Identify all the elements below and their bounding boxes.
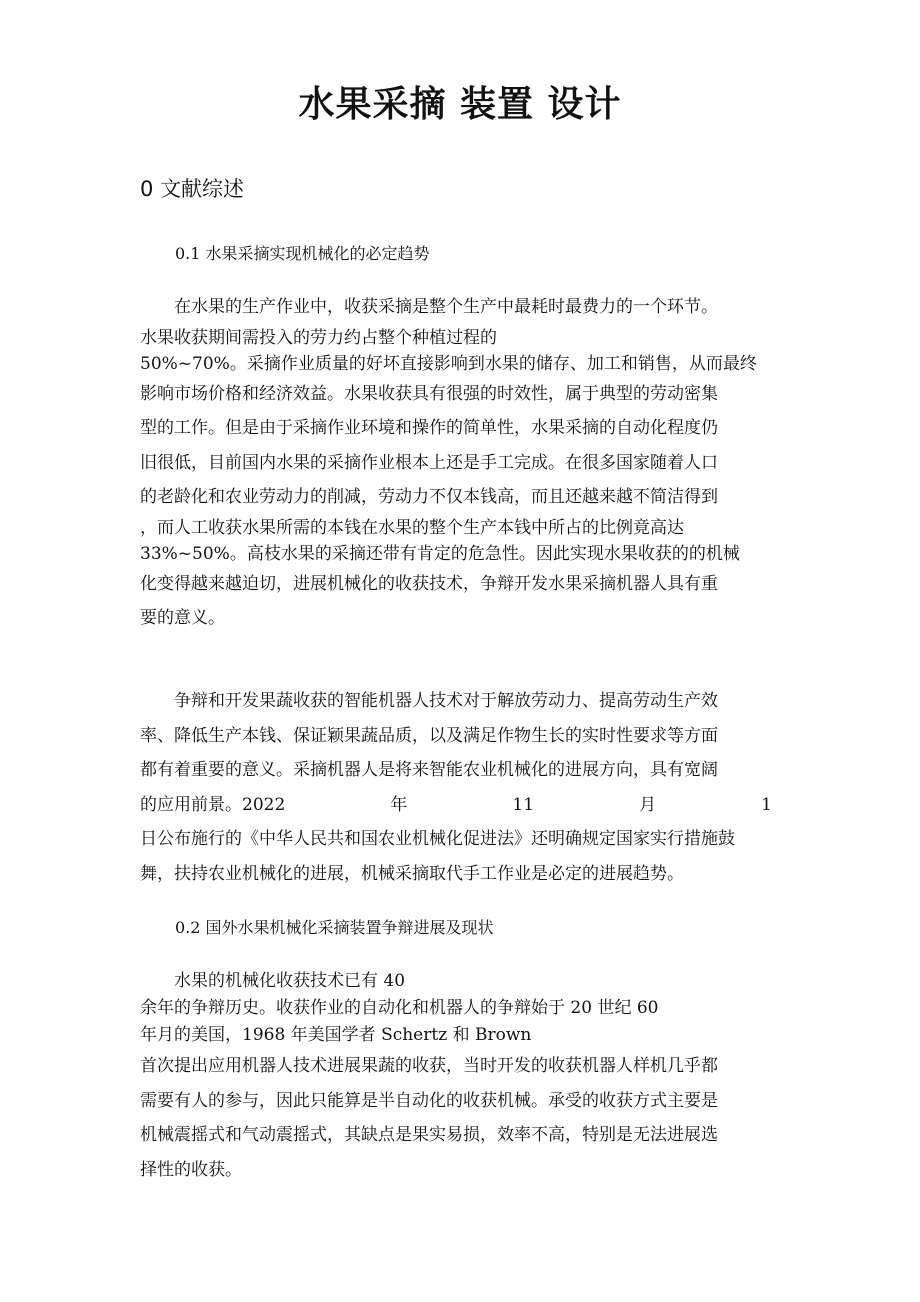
- text-line: 旧很低，目前国内水果的采摘作业根本上还是手工完成。在很多国家随着人口: [140, 452, 718, 473]
- text-line: 首次提出应用机器人技术进展果蔬的收获，当时开发的收获机器人样机几乎都: [140, 1056, 718, 1076]
- text-segment: 11: [512, 794, 535, 815]
- text-line: 要的意义。: [140, 608, 225, 628]
- text-line: 需要有人的参与，因此只能算是半自动化的收获机械。承受的收获方式主要是: [140, 1090, 718, 1111]
- text-line: 化变得越来越迫切，进展机械化的收获技术，争辩开发水果采摘机器人具有重: [140, 573, 718, 594]
- subsection-heading-0-1: 0.1 水果采摘实现机械化的必定趋势: [175, 244, 430, 263]
- text-line: 日公布施行的《中华人民共和国农业机械化促进法》还明确规定国家实行措施鼓: [140, 829, 735, 849]
- text-line: 余年的争辩历史。收获作业的自动化和机器人的争辩始于 20 世纪 60: [140, 998, 659, 1018]
- text-line: 舞，扶持农业机械化的进展，机械采摘取代手工作业是必定的进展趋势。: [140, 863, 684, 884]
- paragraph-0-2: [140, 968, 772, 1187]
- text-line: 机械震摇式和气动震摇式，其缺点是果实易损，效率不高，特别是无法进展选: [140, 1125, 718, 1145]
- text-segment: 月: [639, 794, 657, 815]
- text-line: 型的工作。但是由于采摘作业环境和操作的简单性，水果采摘的自动化程度仍: [140, 418, 718, 438]
- text-segment: 1: [761, 794, 772, 815]
- text-segment: 年: [390, 794, 408, 815]
- text-line: 水果的机械化收获技术已有 40: [174, 971, 406, 991]
- text-line: 争辩和开发果蔬收获的智能机器人技术对于解放劳动力、提高劳动生产效: [174, 691, 718, 711]
- text-line: 影响市场价格和经济效益。水果收获具有很强的时效性，属于典型的劳动密集: [140, 383, 718, 404]
- text-line: 在水果的生产作业中，收获采摘是整个生产中最耗时最费力的一个环节。: [174, 297, 718, 317]
- text-line: 水果收获期间需投入的劳力约占整个种植过程的: [140, 327, 497, 348]
- text-line: 择性的收获。: [140, 1159, 242, 1180]
- text-segment: 的应用前景。2022: [140, 794, 286, 815]
- text-line: 都有着重要的意义。采摘机器人是将来智能农业机械化的进展方向，具有宽阔: [140, 760, 718, 780]
- text-line: 年月的美国，1968 年美国学者 Schertz 和 Brown: [140, 1025, 532, 1045]
- section-heading-literature-review: 0 文献综述: [140, 177, 245, 201]
- text-line: 50%~70%。采摘作业质量的好坏直接影响到水果的储存、加工和销售，从而最终: [140, 353, 757, 374]
- text-line: ，而人工收获水果所需的本钱在水果的整个生产本钱中所占的比例竟高达: [140, 517, 684, 538]
- text-line-justified: [140, 788, 772, 823]
- text-line: 率、降低生产本钱、保证颖果蔬品质，以及满足作物生长的实时性要求等方面: [140, 725, 718, 746]
- text-line: 的老龄化和农业劳动力的削减，劳动力不仅本钱高，而且还越来越不简洁得到: [140, 487, 718, 507]
- document-title: 水果采摘 装置 设计: [298, 84, 622, 125]
- paragraph-0-1-a: [140, 290, 772, 636]
- subsection-heading-0-2: 0.2 国外水果机械化采摘装置争辩进展及现状: [175, 918, 494, 937]
- paragraph-0-1-b: [140, 684, 772, 891]
- text-line: 33%~50%。高枝水果的采摘还带有肯定的危急性。因此实现水果收获的的机械: [140, 543, 740, 564]
